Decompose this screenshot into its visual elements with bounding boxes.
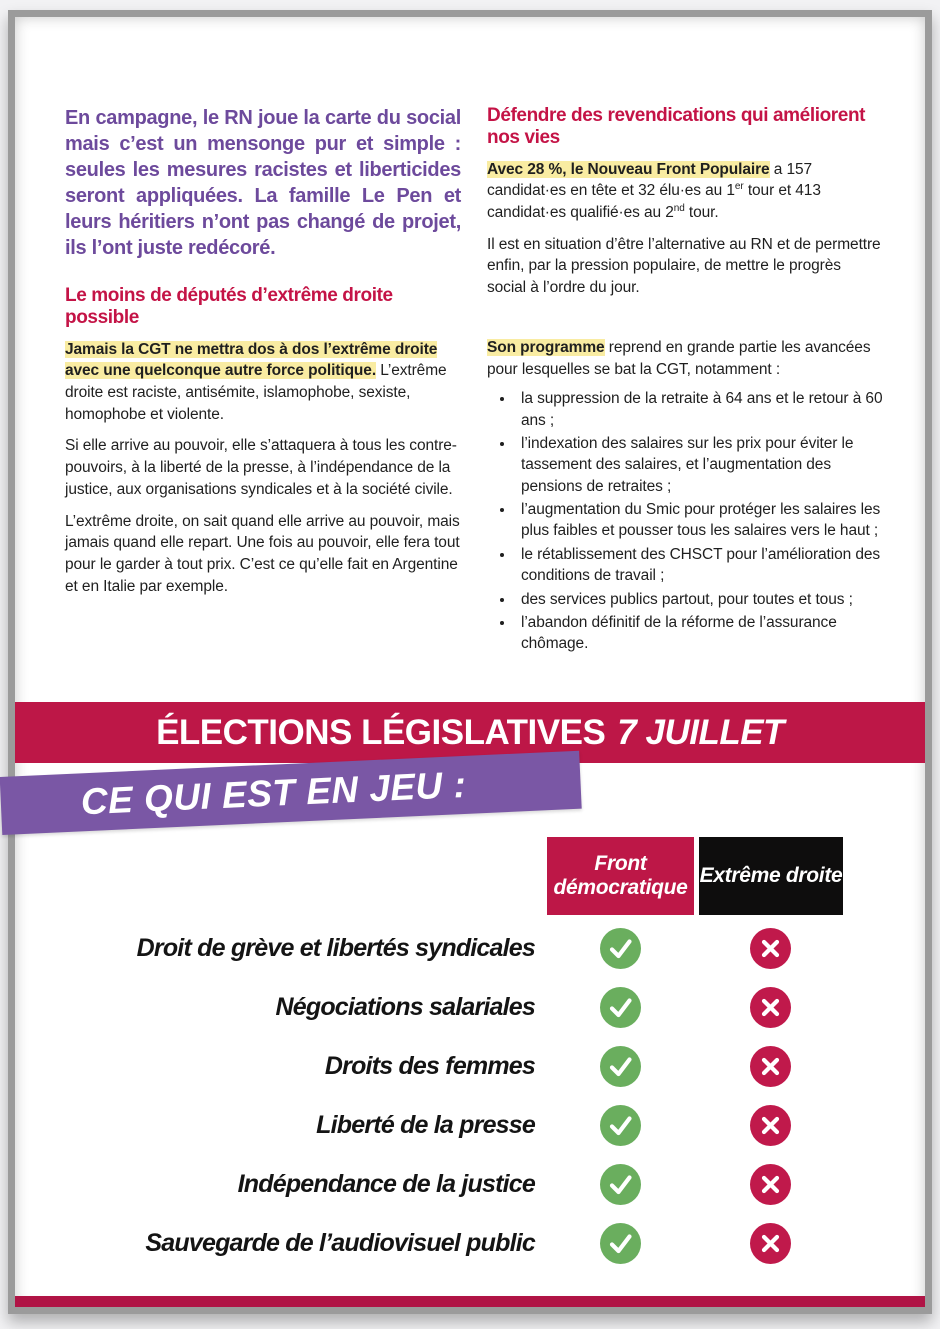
extreme-droite-cell <box>694 1164 846 1205</box>
check-icon <box>600 987 641 1028</box>
table-row <box>15 919 925 978</box>
extreme-droite-cell <box>694 928 846 969</box>
front-democratique-cell <box>547 987 694 1028</box>
check-icon <box>600 1164 641 1205</box>
list-item: • l’indexation des salaires sur les prix pour éviter le tassement des salaires, et l’augmentation des pensions de retraites ; <box>515 433 883 497</box>
row-label: Liberté de la presse <box>316 1111 535 1139</box>
extreme-droite-cell <box>694 1223 846 1264</box>
flyer-page <box>8 10 932 1314</box>
row-label: Droit de grève et libertés syndicales <box>136 934 535 962</box>
column-header-extreme-droite: Extrême droite <box>699 837 843 915</box>
table-row <box>15 1214 925 1273</box>
left-heading: Le moins de députés d’extrême droite possible <box>65 285 393 328</box>
front-democratique-cell <box>547 1046 694 1087</box>
row-label: Droits des femmes <box>324 1052 535 1080</box>
front-democratique-cell <box>547 1223 694 1264</box>
elections-banner <box>15 702 925 763</box>
cross-icon <box>750 928 791 969</box>
highlighted-text: Jamais la CGT ne mettra dos à dos l’extrême droite avec une quelconque autre force politique. <box>65 340 438 380</box>
comparison-table <box>15 919 925 1273</box>
front-democratique-cell <box>547 1105 694 1146</box>
left-column <box>65 105 461 657</box>
superscript: nd <box>673 202 685 214</box>
list-item: • l’abandon définitif de la réforme de l’assurance chômage. <box>515 612 883 655</box>
row-label: Négociations salariales <box>275 993 535 1021</box>
stakes-banner-label: CE QUI EST EN JEU : <box>79 763 468 823</box>
right-paragraph-1 <box>487 159 883 224</box>
front-democratique-cell <box>547 1164 694 1205</box>
right-column <box>487 105 883 657</box>
highlighted-text: Avec 28 %, le Nouveau Front Populaire <box>487 160 770 178</box>
banner-date: 7 JUILLET <box>617 712 784 752</box>
left-paragraph-3: L’extrême droite, on sait quand elle arrive au pouvoir, mais jamais quand elle repart. Une fois au pouvoir, elle fera tout pour le garder à tout prix. C’est ce qu’elle fait en Argentine et en Italie par exemple. <box>65 512 460 595</box>
cross-icon <box>750 1105 791 1146</box>
paragraph-text: a 157 candidat·es en tête et 32 élu·es au 1 <box>487 160 813 200</box>
extreme-droite-cell <box>694 987 846 1028</box>
column-header-front-democratique: Front démocratique <box>547 837 694 915</box>
check-icon <box>600 1223 641 1264</box>
banner-title: ÉLECTIONS LÉGISLATIVES <box>156 712 606 752</box>
highlighted-text: Son programme <box>487 338 605 356</box>
check-icon <box>600 1046 641 1087</box>
demands-list <box>487 388 883 655</box>
paragraph-text: tour. <box>684 204 719 222</box>
list-item: • des services publics partout, pour toutes et tous ; <box>515 589 883 610</box>
programme-paragraph <box>487 337 883 380</box>
front-democratique-cell <box>547 928 694 969</box>
extreme-droite-cell <box>694 1046 846 1087</box>
table-row <box>15 978 925 1037</box>
check-icon <box>600 928 641 969</box>
paragraph-text: L’extrême droite est raciste, antisémite, islamophobe, sexiste, homophobe et violente. <box>65 362 447 423</box>
check-icon <box>600 1105 641 1146</box>
intro-statement: En campagne, le RN joue la carte du social mais c’est un mensonge pur et simple : seules les mesures racistes et liberticides seront appliquées. La famille Le Pen et leurs héritiers n’ont pas changé de projet, ils l’ont juste redécoré. <box>65 107 461 259</box>
superscript: er <box>734 181 744 193</box>
cross-icon <box>750 1046 791 1087</box>
left-paragraph-1 <box>65 339 461 426</box>
row-label: Sauvegarde de l’audiovisuel public <box>145 1229 535 1257</box>
extreme-droite-cell <box>694 1105 846 1146</box>
paragraph-text: reprend en grande partie les avancées pour lesquelles se bat la CGT, notamment : <box>487 338 871 378</box>
cross-icon <box>750 1164 791 1205</box>
table-row <box>15 1037 925 1096</box>
stakes-banner <box>0 751 582 835</box>
table-row <box>15 1155 925 1214</box>
paragraph-text: tour et 413 candidat·es qualifié·es au 2 <box>487 182 821 222</box>
right-heading: Défendre des revendications qui améliorent nos vies <box>487 105 866 148</box>
list-item: • la suppression de la retraite à 64 ans et le retour à 60 ans ; <box>515 388 883 431</box>
table-row <box>15 1096 925 1155</box>
row-label: Indépendance de la justice <box>237 1170 535 1198</box>
left-paragraph-2: Si elle arrive au pouvoir, elle s’attaquera à tous les contre-pouvoirs, à la liberté de la presse, à l’indépendance de la justice, aux organisations syndicales et à la société civile. <box>65 437 457 498</box>
cross-icon <box>750 1223 791 1264</box>
article-columns <box>65 105 883 657</box>
cross-icon <box>750 987 791 1028</box>
list-item: • le rétablissement des CHSCT pour l’amélioration des conditions de travail ; <box>515 544 883 587</box>
right-paragraph-2: Il est en situation d’être l’alternative au RN et de permettre enfin, par la pression populaire, de mettre le progrès social à l’ordre du jour. <box>487 235 881 297</box>
list-item: • l’augmentation du Smic pour protéger les salaires les plus faibles et pousser tous les salaires vers le haut ; <box>515 499 883 542</box>
bottom-accent-bar <box>15 1296 925 1307</box>
